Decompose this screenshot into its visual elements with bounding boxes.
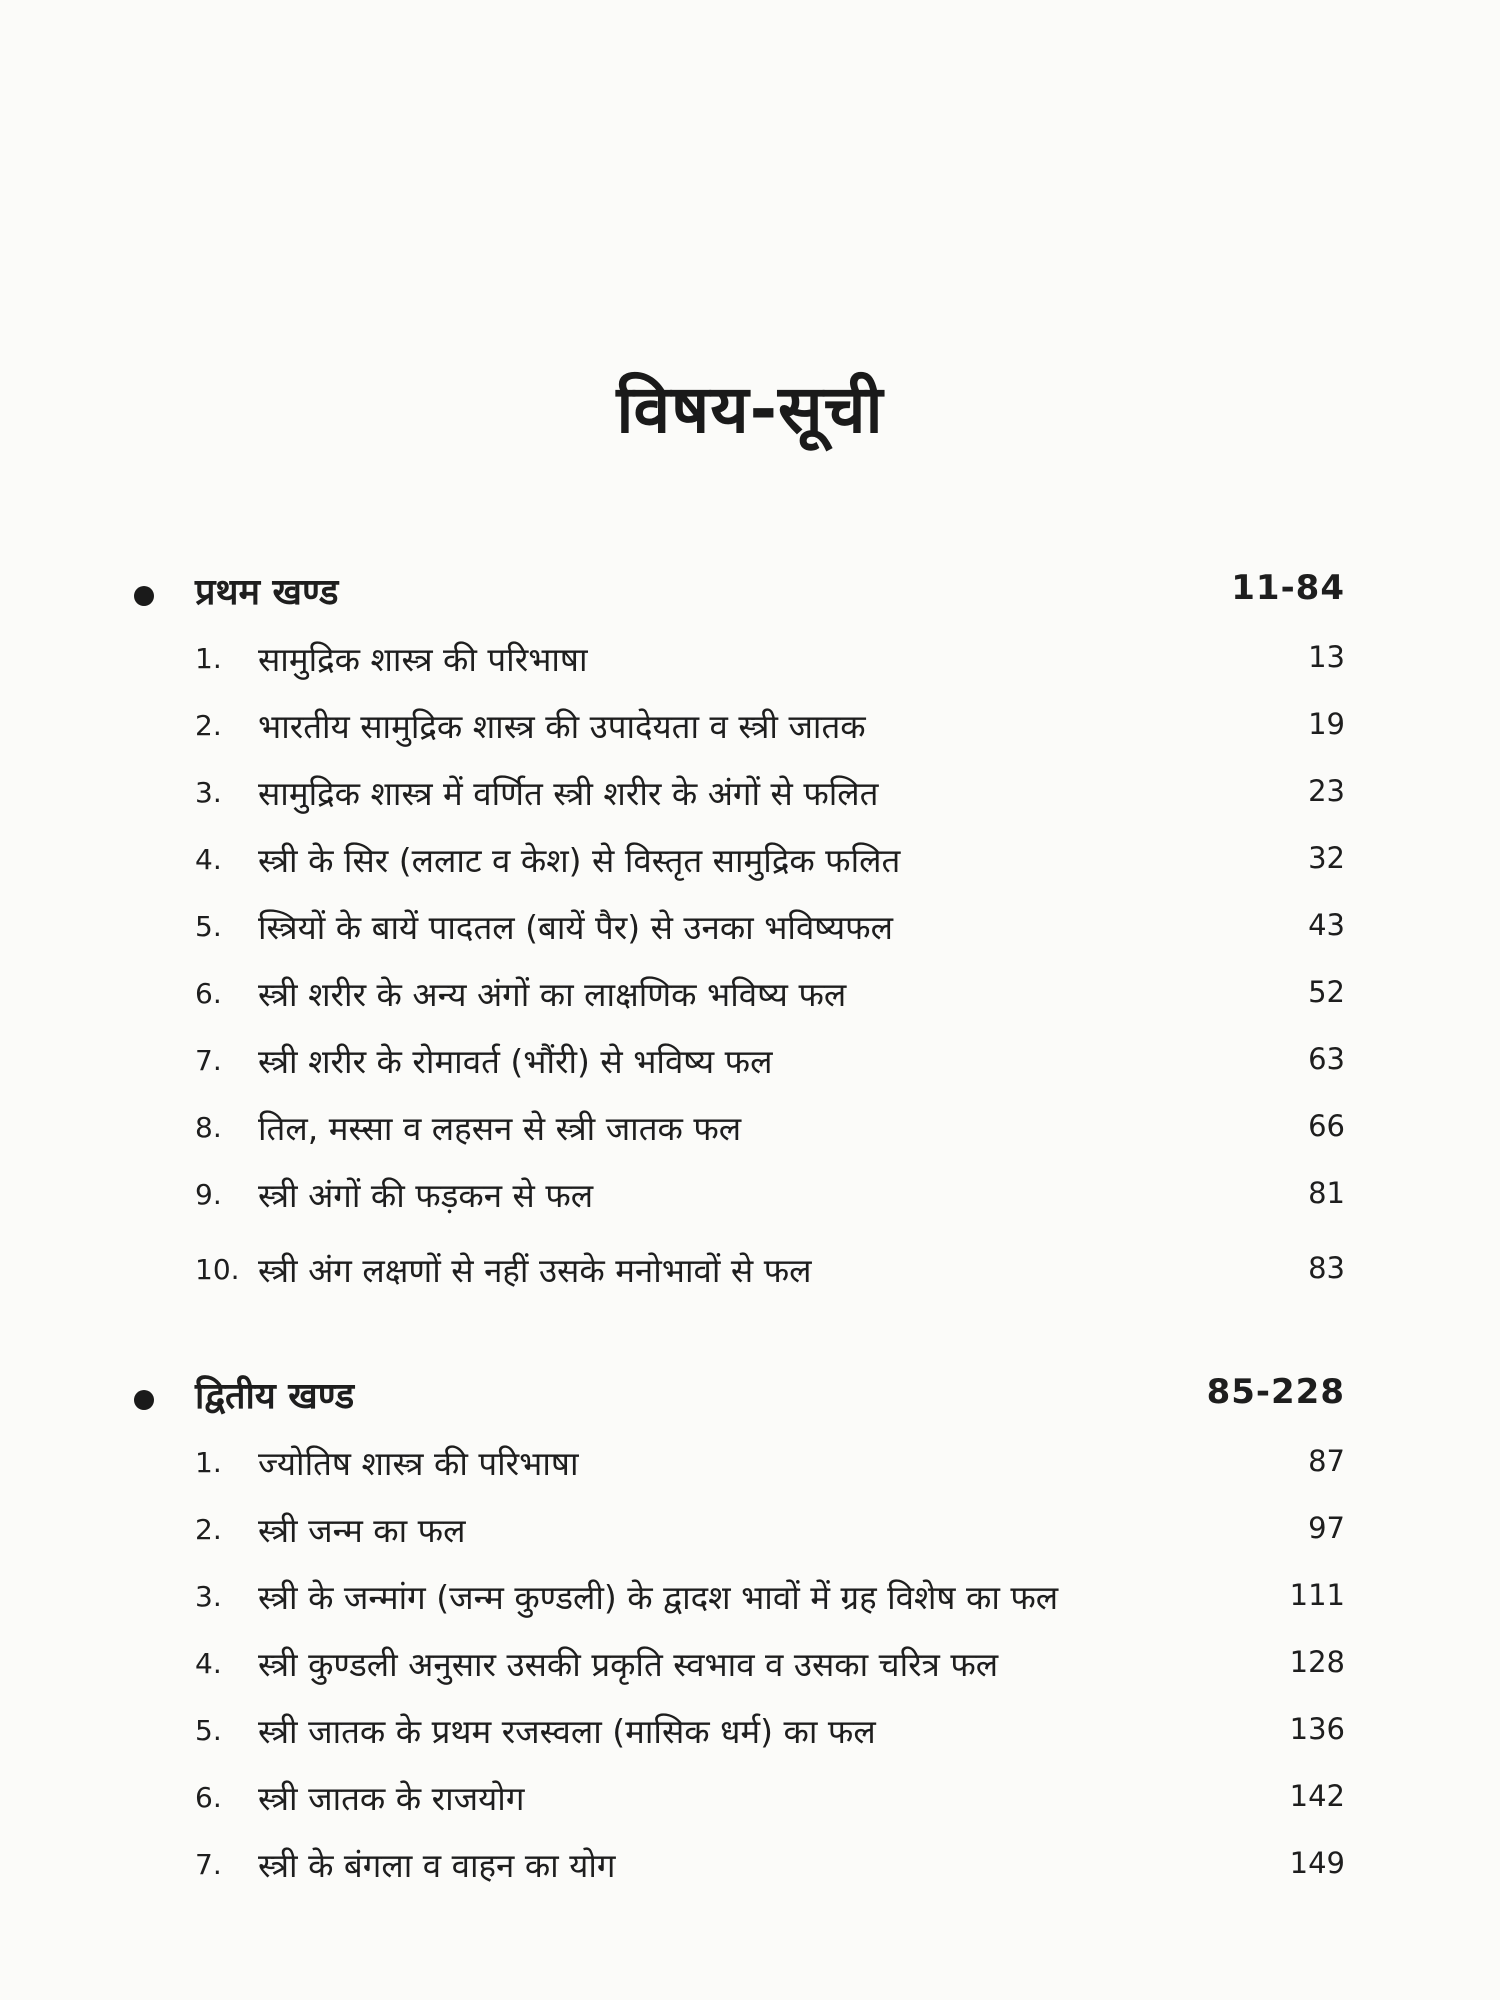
toc-entry — [0, 1101, 1500, 1168]
entry-title: स्त्री कुण्डली अनुसार उसकी प्रकृति स्वभाव व उसका चरित्र फल — [258, 1645, 999, 1684]
entry-page: 149 — [1289, 1846, 1345, 1880]
entry-title: सामुद्रिक शास्त्र में वर्णित स्त्री शरीर के अंगों से फलित — [258, 774, 879, 813]
entry-page: 128 — [1289, 1645, 1345, 1679]
entry-title: स्त्री जन्म का फल — [258, 1511, 466, 1550]
toc-entry — [0, 833, 1500, 900]
entry-page: 13 — [1308, 640, 1345, 674]
toc-entry — [0, 1243, 1500, 1310]
toc-entry — [0, 1704, 1500, 1771]
entry-number: 6. — [195, 1781, 222, 1814]
entry-title: तिल, मस्सा व लहसन से स्त्री जातक फल — [258, 1109, 742, 1148]
toc-entry — [0, 967, 1500, 1034]
entry-title: स्त्री शरीर के अन्य अंगों का लाक्षणिक भविष्य फल — [258, 975, 847, 1014]
entry-number: 2. — [195, 709, 222, 742]
entry-page: 142 — [1289, 1779, 1345, 1813]
entry-page: 87 — [1308, 1444, 1345, 1478]
entry-page: 43 — [1308, 908, 1345, 942]
entry-page: 23 — [1308, 774, 1345, 808]
entry-number: 10. — [195, 1253, 240, 1286]
toc-entry — [0, 699, 1500, 766]
entry-number: 5. — [195, 910, 222, 943]
section-page-range: 85-228 — [1206, 1372, 1345, 1412]
entry-number: 4. — [195, 1647, 222, 1680]
entry-page: 97 — [1308, 1511, 1345, 1545]
entry-title: स्त्रियों के बायें पादतल (बायें पैर) से उनका भविष्यफल — [258, 908, 893, 947]
entry-number: 5. — [195, 1714, 222, 1747]
entry-page: 32 — [1308, 841, 1345, 875]
toc-entry — [0, 1168, 1500, 1235]
toc-entry — [0, 1503, 1500, 1570]
toc-entry — [0, 1436, 1500, 1503]
entry-title: स्त्री अंगों की फड़कन से फल — [258, 1176, 594, 1215]
entry-title: स्त्री जातक के राजयोग — [258, 1779, 525, 1818]
toc-entry — [0, 1034, 1500, 1101]
entry-number: 7. — [195, 1848, 222, 1881]
section-header — [0, 1366, 1500, 1426]
entry-number: 3. — [195, 1580, 222, 1613]
entry-title: स्त्री के बंगला व वाहन का योग — [258, 1846, 616, 1885]
toc-entry — [0, 632, 1500, 699]
entry-page: 136 — [1289, 1712, 1345, 1746]
entry-page: 52 — [1308, 975, 1345, 1009]
entry-page: 81 — [1308, 1176, 1345, 1210]
entry-number: 9. — [195, 1178, 222, 1211]
entry-title: स्त्री जातक के प्रथम रजस्वला (मासिक धर्म) का फल — [258, 1712, 876, 1751]
section-title: प्रथम खण्ड — [195, 572, 339, 613]
entry-page: 111 — [1289, 1578, 1345, 1612]
entry-title: ज्योतिष शास्त्र की परिभाषा — [258, 1444, 579, 1483]
toc-entry — [0, 900, 1500, 967]
page-title: विषय-सूची — [616, 371, 884, 448]
entry-number: 2. — [195, 1513, 222, 1546]
section-page-range: 11-84 — [1231, 568, 1345, 608]
entry-title: स्त्री के सिर (ललाट व केश) से विस्तृत सामुद्रिक फलित — [258, 841, 901, 880]
bullet-icon — [134, 1390, 154, 1410]
bullet-icon — [134, 586, 154, 606]
entry-number: 8. — [195, 1111, 222, 1144]
toc-entry — [0, 1637, 1500, 1704]
entry-title: सामुद्रिक शास्त्र की परिभाषा — [258, 640, 588, 679]
toc-entry — [0, 1771, 1500, 1838]
section-title: द्वितीय खण्ड — [195, 1376, 355, 1417]
entry-number: 4. — [195, 843, 222, 876]
entry-page: 19 — [1308, 707, 1345, 741]
entry-number: 3. — [195, 776, 222, 809]
entry-number: 1. — [195, 642, 222, 675]
toc-entry — [0, 766, 1500, 833]
toc-entry — [0, 1838, 1500, 1905]
toc-entry — [0, 1570, 1500, 1637]
entry-title: भारतीय सामुद्रिक शास्त्र की उपादेयता व स्त्री जातक — [258, 707, 866, 746]
entry-number: 7. — [195, 1044, 222, 1077]
section-entries — [0, 1436, 1500, 1905]
section-entries — [0, 632, 1500, 1310]
entry-number: 6. — [195, 977, 222, 1010]
entry-page: 83 — [1308, 1251, 1345, 1285]
entry-number: 1. — [195, 1446, 222, 1479]
entry-page: 63 — [1308, 1042, 1345, 1076]
section-header — [0, 562, 1500, 622]
entry-page: 66 — [1308, 1109, 1345, 1143]
entry-title: स्त्री अंग लक्षणों से नहीं उसके मनोभावों से फल — [258, 1251, 812, 1290]
entry-title: स्त्री शरीर के रोमावर्त (भौंरी) से भविष्य फल — [258, 1042, 773, 1081]
entry-title: स्त्री के जन्मांग (जन्म कुण्डली) के द्वादश भावों में ग्रह विशेष का फल — [258, 1578, 1059, 1617]
